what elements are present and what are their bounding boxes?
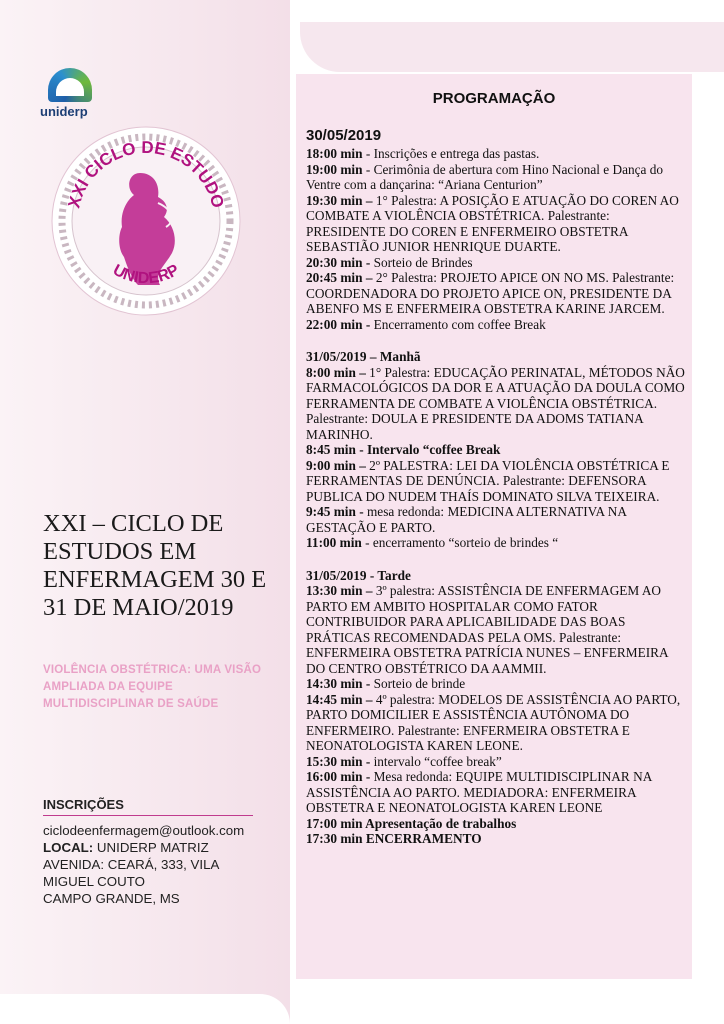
top-decor-band: [300, 22, 724, 72]
contact-local: [43, 839, 258, 890]
list-item: 17:30 min ENCERRAMENTO: [306, 831, 482, 846]
list-item: 20:45 min – 2° Palestra: PROJETO APICE ON NO MS. Palestrante: COORDENADORA DO PROJETO APICE ON, PRESIDENTE DA ABENFO MS E ENFERMEIRA OBSTETRA KARINE JARCEM.: [306, 270, 675, 316]
programacao-heading: PROGRAMAÇÃO: [432, 90, 556, 107]
contact-block: [43, 822, 258, 907]
logo-text: uniderp: [40, 104, 88, 119]
programacao-list: [306, 127, 690, 847]
programacao-panel: [296, 74, 692, 979]
list-item: 9:00 min – 2º PALESTRA: LEI DA VIOLÊNCIA OBSTÉTRICA E FERRAMENTAS DE DENÚNCIA. Palestrante: DEFENSORA PUBLICA DO NUDEM THAÍS DOMINATO SILVA TEIXEIRA.: [306, 457, 670, 504]
event-title: XXI – CICLO DE ESTUDOS EM ENFERMAGEM 30 E 31 DE MAIO/2019: [43, 510, 267, 621]
uniderp-logo-icon: [48, 68, 92, 102]
list-item: 19:30 min – 1° Palestra: A POSIÇÃO E ATUAÇÃO DO COREN AO COMBATE A VIOLÊNCIA OBSTÉTRICA. Palestrante: PRESIDENTE DO COREN E ENFERMEIRO OBSTETRA SEBASTIÃO JUNIOR HENRIQUE DUARTE.: [306, 192, 679, 254]
list-item: 13:30 min – 3º palestra: ASSISTÊNCIA DE ENFERMAGEM AO PARTO EM AMBITO HOSPITALAR COMO FATOR CONTRIBUIDOR PARA APLICABILIDADE DAS BOAS PRÁTICAS RECOMENDADAS PELA OMS. Palestrante: ENFERMEIRA OBSTETRA PATRÍCIA NUNES – ENFERMEIRA DO CENTRO OBSTÉTRICO DA AAMMII.: [306, 583, 668, 676]
list-item: 16:00 min - Mesa redonda: EQUIPE MULTIDISCIPLINAR NA ASSISTÊNCIA AO PARTO. MEDIADORA: ENFERMEIRA OBSTETRA E NEONATOLOGISTA KAREN LEONE: [306, 769, 652, 815]
list-item: 19:00 min - Cerimônia de abertura com Hino Nacional e Dança do Ventre com a dançarina: “Ariana Centurion”: [306, 161, 664, 192]
contact-city: CAMPO GRANDE, MS: [43, 891, 180, 906]
list-item: 8:45 min - Intervalo “coffee Break: [306, 442, 501, 457]
list-item: 14:30 min - Sorteio de brinde: [306, 676, 466, 691]
day1-date: 30/05/2019: [306, 127, 382, 144]
list-item: 8:00 min – 1° Palestra: EDUCAÇÃO PERINATAL, MÉTODOS NÃO FARMACOLÓGICOS DA DOR E A ATUAÇÃO DA DOULA COMO FERRAMENTA DE COMBATE A VIOLÊNCIA OBSTÉTRICA. Palestrante: DOULA E PRESIDENTE DA ADOMS TATIANA MARINHO.: [306, 364, 685, 442]
emblem-arc-top: XXI CICLO DE ESTUDO: [64, 137, 228, 211]
list-item: 15:30 min - intervalo “coffee break”: [306, 753, 502, 769]
inscricoes-heading: INSCRIÇÕES: [43, 797, 124, 812]
list-item: 17:00 min Apresentação de trabalhos: [306, 815, 517, 831]
list-item: 20:30 min - Sorteio de Brindes: [306, 254, 473, 270]
list-item: 22:00 min - Encerramento com coffee Break: [306, 316, 546, 332]
local-label: LOCAL:: [43, 840, 94, 855]
event-emblem: [48, 123, 244, 319]
event-subtitle: VIOLÊNCIA OBSTÉTRICA: UMA VISÃO AMPLIADA DA EQUIPE MULTIDISCIPLINAR DE SAÚDE: [43, 664, 262, 710]
contact-email[interactable]: ciclodeenfermagem@outlook.com: [43, 823, 245, 838]
list-item: 18:00 min - Inscrições e entrega das pastas.: [306, 146, 540, 161]
day2-afternoon-heading: 31/05/2019 - Tarde: [306, 567, 411, 583]
pregnant-woman-emblem-icon: [48, 123, 244, 319]
local-value: UNIDERP MATRIZ AVENIDA: CEARÁ, 333, VILA MIGUEL COUTO: [43, 840, 219, 889]
emblem-arc-bottom: UNIDERP: [109, 261, 183, 288]
uniderp-logo: [40, 68, 100, 119]
inscricoes-divider: [43, 815, 253, 816]
list-item: 14:45 min – 4º palestra: MODELOS DE ASSISTÊNCIA AO PARTO, PARTO DOMICILIER E ASSISTÊNCIA AUTÔNOMA DO ENFERMEIRO. Palestrante: ENFERMEIRA OBSTETRA E NEONATOLOGISTA KAREN LEONE.: [306, 691, 681, 753]
list-item: 9:45 min - mesa redonda: MEDICINA ALTERNATIVA NA GESTAÇÃO E PARTO.: [306, 504, 627, 535]
list-item: 11:00 min - encerramento “sorteio de brindes “: [306, 535, 559, 550]
day2-morning-heading: 31/05/2019 – Manhã: [306, 349, 421, 364]
